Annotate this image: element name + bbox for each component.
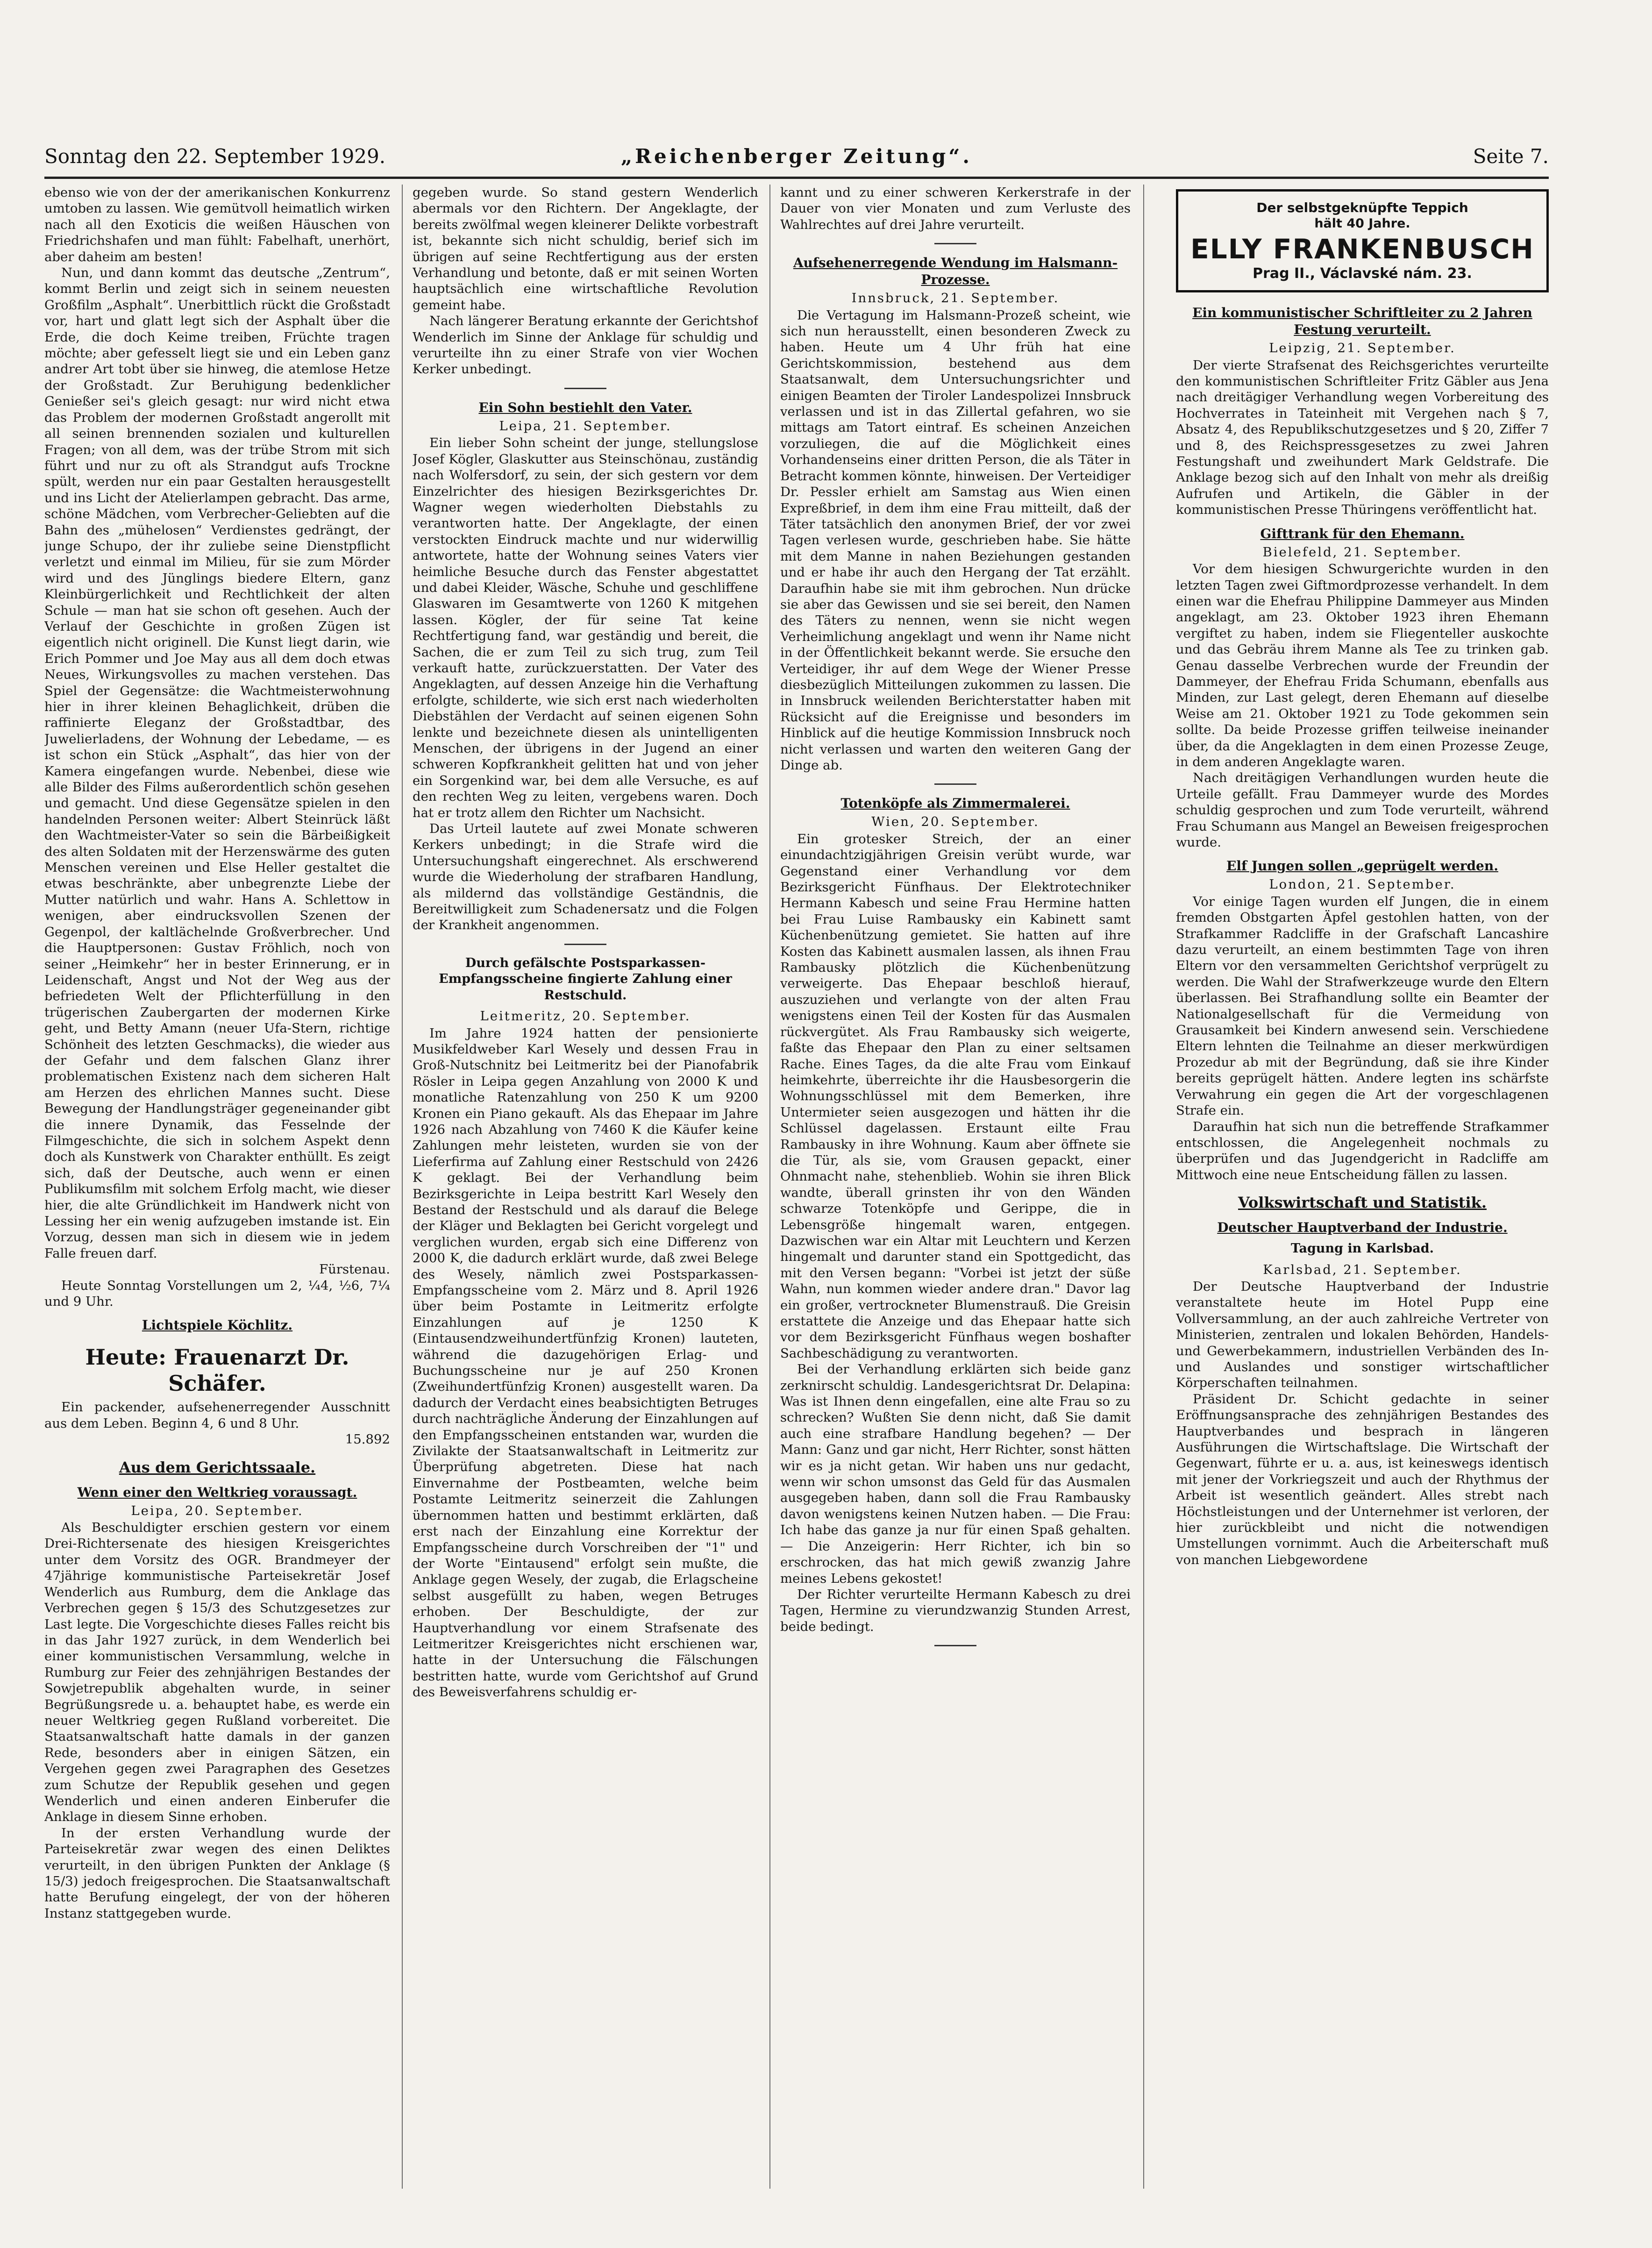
dateline: Innsbruck, 21. September. — [851, 291, 1060, 306]
article-paragraph: Nach längerer Beratung erkannte der Gerichtshof Wenderlich im Sinne der Anklage für schuldig und verurteilte ihn zu einer Strafe von vier Wochen Kerker unbedingt. — [413, 313, 758, 377]
article-divider — [934, 783, 976, 785]
article-paragraph: Als Beschuldigter erschien gestern vor einem Drei-Richtersenate des hiesigen Kreisgerichtes unter dem Vorsitz des OGR. Brandmeyer der 47jährige kommunistische Parteisekretär Josef Wenderlich aus Rumburg, dem die Anklage das Verbrechen gegen § 15/3 des Schutzgesetzes zur Last legte. Die Vorgeschichte dieses Falles reicht bis in das Jahr 1927 zurück, in dem Wenderlich bei einer kommunistischen Versammlung, welche in Rumburg zur Feier des zehnjährigen Bestandes der Sowjetrepublik abgehalten wurde, in seiner Begrüßungsrede u. a. behauptet habe, es werde ein neuer Weltkrieg gegen Rußland vorbereitet. Die Staatsanwaltschaft hatte damals in der ganzen Rede, besonders aber in einigen Sätzen, ein Vergehen gegen zwei Paragraphen des Gesetzes zum Schutze der Republik gesehen und gegen Wenderlich und einen anderen Einberufer die Anklage in diesem Sinne erhoben. — [44, 1520, 390, 1825]
article-divider — [564, 388, 606, 389]
ad-line: Der selbstgeknüpfte Teppich — [1256, 200, 1468, 215]
cinema-ad-number: 15.892 — [345, 1432, 390, 1447]
article-paragraph: kannt und zu einer schweren Kerkerstrafe in der Dauer von vier Monaten und zum Verluste des Wahlrechtes auf drei Jahre verurteilt. — [780, 185, 1131, 232]
article-divider — [934, 1645, 976, 1646]
screening-times: Heute Sonntag Vorstellungen um 2, ¼4, ½6, 7¼ und 9 Uhr. — [44, 1278, 390, 1309]
article-paragraph: Präsident Dr. Schicht gedachte in seiner Eröffnungsansprache des zehnjährigen Bestandes des Hauptverbandes und besprach in längeren Ausführungen die Wirtschaftslage. Die Wirtschaft der Gegenwart, führte er u. a. aus, ist keineswegs identisch mit jener der Vorkriegszeit und auch der Rhythmus der Arbeit ist wesentlich geändert. Alles strebt nach Höchstleistungen und der Unternehmer ist verloren, der hier zurückbleibt und nicht die notwendigen Umstellungen vornimmt. Auch die Arbeiterschaft muß von manchen Liebgewordene — [1176, 1391, 1549, 1567]
article-headline: Elf Jungen sollen „geprügelt werden. — [1226, 858, 1498, 874]
article-paragraph: Daraufhin hat sich nun die betreffende Strafkammer entschlossen, die Angelegenheit nochmals zu überprüfen und das Jugendgericht in Radcliffe am Mittwoch eine neue Entscheidung fällen zu lassen. — [1176, 1119, 1549, 1182]
dateline: Wien, 20. September. — [871, 814, 1040, 830]
article-subheadline: Tagung in Karlsbad. — [1290, 1241, 1434, 1256]
dateline: Bielefeld, 21. September. — [1262, 544, 1462, 560]
dateline: Karlsbad, 21. September. — [1263, 1262, 1462, 1277]
column-3 — [780, 185, 1131, 2189]
article-headline: Wenn einer den Weltkrieg voraussagt. — [77, 1484, 357, 1500]
article-paragraph: Der Deutsche Hauptverband der Industrie veranstaltete heute im Hotel Pupp eine Vollversammlung, an der auch zahlreiche Vertreter von Ministerien, zentralen und lokalen Behörden, Handels- und Gewerbekammern, industriellen Verbänden des In- und Auslandes und sonstiger wirtschaftlicher Körperschaften teilnahmen. — [1176, 1279, 1549, 1391]
article-headline: Gifttrank für den Ehemann. — [1260, 526, 1465, 541]
article-paragraph: In der ersten Verhandlung wurde der Parteisekretär zwar wegen des einen Deliktes verurteilt, in den übrigen Punkten der Anklage (§ 15/3) jedoch freigesprochen. Die Staatsanwaltschaft hatte Berufung eingelegt, der von der höheren Instanz stattgegeben wurde. — [44, 1825, 390, 1921]
dateline: Leipa, 21. September. — [499, 418, 672, 434]
film-review-continued: ebenso wie von der der amerikanischen Konkurrenz umtoben zu lassen. Wie gemütvoll heimatlich wirken nach all den Exoticis die weißen Häuschen von Friedrichshafen und man fühlt: Fabelhaft, unerhört, aber daheim am besten! — [44, 185, 390, 264]
article-headline: Deutscher Hauptverband der Industrie. — [1217, 1220, 1508, 1236]
article-divider — [934, 243, 976, 244]
article-paragraph: Die Vertagung im Halsmann-Prozeß scheint, wie sich nun herausstellt, einen besonderen Zweck zu haben. Heute um 4 Uhr früh hat eine Gerichtskommission, bestehend aus dem Staatsanwalt, dem Untersuchungsrichter und einigen Beamten der Tiroler Landespolizei Innsbruck verlassen und ist in das Zillertal gefahren, wo sie mittags am Tatort eintraf. Es scheinen Anzeichen vorzuliegen, die auf die Möglichkeit eines Vorhandenseins einer dritten Person, die als Täter in Betracht kommen könnte, hinweisen. Der Verteidiger Dr. Pessler erhielt am Samstag aus Wien einen Expreßbrief, in dem ihm eine Frau mitteilt, daß der Täter tatsächlich den anonymen Brief, der vor zwei Tagen verlesen wurde, geschrieben habe. Sie hätte mit dem Manne in nahen Beziehungen gestanden und er habe ihr auch den Hergang der Tat erzählt. Daraufhin habe sie mit ihm gebrochen. Nun drücke sie aber das Gewissen und sie sei bereit, den Namen des Täters zu nennen, wenn sie nicht wegen Verheimlichung angeklagt und wenn ihr Name nicht in der Öffentlichkeit bekannt werde. Sie ersuche den Verteidiger, ihr auf dem Wege der Wiener Presse diesbezüglich Mitteilungen zukommen zu lassen. Die in Innsbruck weilenden Berichterstatter haben mit Rücksicht auf die Ereignisse und besonders im Hinblick auf die heutige Kommission Innsbruck noch nicht verlassen und warten den weiteren Gang der Dinge ab. — [780, 307, 1131, 773]
ad-address: Prag II., Václavské nám. 23. — [1253, 265, 1472, 282]
article-paragraph: Im Jahre 1924 hatten der pensionierte Musikfeldweber Karl Wesely und dessen Frau in Groß-Nutschnitz bei Leitmeritz bei der Pianofabrik Rösler in Leipa gegen Anzahlung von 2000 K und monatliche Ratenzahlung von 250 K um 9200 Kronen ein Piano gekauft. Als das Ehepaar im Jahre 1926 nach Abzahlung von 7460 K die Käufer keine Zahlungen mehr leisteten, wurden sie von der Lieferfirma auf Zahlung einer Restschuld von 2426 K geklagt. Bei der Verhandlung beim Bezirksgerichte in Leipa bestritt Karl Wesely den Bestand der Restschuld und als darauf die Belege der Kläger und Beklagten bei Gericht vorgelegt und verglichen wurden, ergab sich eine Differenz von 2000 K, die dadurch erklärt wurde, daß zwei Belege des Wesely, nämlich zwei Postsparkassen-Empfangsscheine vom 2. März und 8. April 1926 über beim Postamte in Leitmeritz erfolgte Einzahlungen auf je 1250 K (Eintausendzweihundertfünfzig Kronen) lauteten, während die dazugehörigen Erlag- und Buchungsscheine nur je auf 250 Kronen (Zweihundertfünfzig Kronen) ausgestellt waren. Da dadurch der Verdacht eines beabsichtigten Betruges durch nachträgliche Änderung der Einzahlungen auf den Empfangsscheinen entstanden war, wurden die Zivilakte der Staatsanwaltschaft in Leitmeritz zur Überprüfung abgetreten. Diese hat nach Einvernahme der Postbeamten, welche beim Postamte Leitmeritz seinerzeit die Zahlungen übernommen hatten und bestimmt erklärten, daß erst nach der Einzahlung eine Korrektur der Empfangsscheine durch Vorschreiben der "1" und der Worte "Eintausend" erfolgt sein mußte, die Anklage gegen Wesely, der zugab, die Erlagscheine selbst ausgefüllt zu haben, wegen Betruges erhoben. Der Beschuldigte, der zur Hauptverhandlung vor einem Strafsenate des Leitmeritzer Kreisgerichtes nicht erschienen war, hatte in der Untersuchung die Fälschungen bestritten hatte, wurde vom Gerichtshof auf Grund des Beweisverfahrens schuldig er- — [413, 1025, 758, 1700]
article-paragraph: gegeben wurde. So stand gestern Wenderlich abermals vor den Richtern. Der Angeklagte, der bereits zwölfmal wegen kleinerer Delikte vorbestraft ist, bekannte sich nicht schuldig, berief sich im übrigen auf seine Rechtfertigung aus der ersten Verhandlung und betonte, daß er mit seinen Worten hauptsächlich eine wirtschaftliche Revolution gemeint habe. — [413, 185, 758, 313]
article-paragraph: Der vierte Strafsenat des Reichsgerichtes verurteilte den kommunistischen Schriftleiter Fritz Gäbler aus Jena nach dreitägiger Verhandlung wegen Vorbereitung des Hochverrates in Tateinheit mit Vergehen nach § 7, Absatz 4, des Republikschutzgesetzes und § 20, Ziffer 7 und 8, des Reichspressgesetzes zu zwei Jahren Festungshaft und zweihundert Mark Geldstrafe. Die Anklage bezog sich auf den Inhalt von mehr als dreißig Aufrufen und Artikeln, die Gäbler in der kommunistischen Presse Thüringens veröffentlicht hat. — [1176, 357, 1549, 518]
ad-line: hält 40 Jahre. — [1314, 216, 1410, 231]
article-paragraph: Ein lieber Sohn scheint der junge, stellungslose Josef Kögler, Glaskutter aus Steinschönau, zuständig nach Wolfersdorf, zu sein, der sich gestern vor dem Einzelrichter des hiesigen Bezirksgerichtes Dr. Wagner wegen wiederholten Diebstahls zu verantworten hatte. Der Angeklagte, der einen verstockten Eindruck machte und nur widerwillig antwortete, hatte der Wohnung seines Vaters vier heimliche Besuche durch das Fenster abgestattet und dabei Kleider, Wäsche, Schuhe und geschliffene Glaswaren im Gesamtwerte von 1260 K mitgehen lassen. Kögler, der für seine Tat keine Rechtfertigung fand, war geständig und bereit, die Sachen, die er zum Teil zu sich trug, zum Teil verkauft hatte, zurückzuerstatten. Der Vater des Angeklagten, auf dessen Anzeige hin die Verhaftung erfolgte, schilderte, wie sich erst nach wiederholten Diebstählen der Verdacht auf seinen eigenen Sohn lenkte und bezeichnete diesen als unintelligenten Menschen, der übrigens in der Jugend an einer schweren Kopfkrankheit gelitten hat und von jeher ein Sorgenkind war, bei dem alle Versuche, es auf den rechten Weg zu leiten, vergebens waren. Doch hat er trotz allem den Richter um Nachsicht. — [413, 435, 758, 820]
film-review-asphalt: Nun, und dann kommt das deutsche „Zentrum“, kommt Berlin und zeigt sich in seinem neuesten Großfilm „Asphalt“. Unerbittlich rückt die Großstadt vor, hart und glatt legt sich der Asphalt über die Erde, die doch Keime treiben, Früchte tragen möchte; aber gefesselt liegt sie und ein Leben ganz andrer Art tobt über sie hinweg, die atemlose Hetze der Großstadt. Zur Beruhigung bedenklicher Genießer sei's gleich gesagt: nur wird nicht etwa das Problem der modernen Großstadt angerollt mit all seinen brennenden sozialen und kulturellen Fragen; von all dem, was der trübe Strom mit sich führt und nur zu oft als Strandgut aufs Trockne spült, werden nur ein paar Gestalten herausgestellt und ins Licht der Atelierlampen gebracht. Das arme, schöne Mädchen, vom Verbrecher-Geliebten auf die Bahn des „mühelosen“ Verdienstes gedrängt, der junge Schupo, der ihr zuliebe seine Dienstpflicht verletzt und einmal im Milieu, für sie zum Mörder wird und des Jünglings biedere Eltern, ganz Kleinbürgerlichkeit und Rechtlichkeit der alten Schule — man hat sie schon oft gesehen. Auch der Verlauf der Geschichte in großen Zügen ist eigentlich nicht originell. Die Kunst liegt darin, wie Erich Pommer und Joe May aus all dem doch etwas Neues, Wirkungsvolles zu machen verstehen. Das Spiel der Gegensätze: die Wachtmeisterwohnung hier in ihrer kleinen Behaglichkeit, drüben die raffinierte Eleganz der Großstadtbar, des Juwelierladens, der Wohnung der Lebedame, — es ist schon ein Stück „Asphalt“, das hier von der Kamera eingefangen wurde. Nebenbei, diese wie alle Bilder des Films außerordentlich schön gesehen und gemacht. Und diese Gegensätze spielen in den handelnden Personen weiter: Albert Steinrück läßt den Wachtmeister-Vater so sein die Bärbeißigkeit des alten Soldaten mit der Herzenswärme des guten Menschen vereinen und Else Heller gestaltet die etwas beschränkte, aber unbegrenzte Liebe der Mutter natürlich und wahr. Hans A. Schlettow in wenigen, aber eindrucksvollen Szenen der Gegenpol, der kaltlächelnde Großverbrecher. Und die Hauptpersonen: Gustav Fröhlich, noch von seiner „Heimkehr“ her in bester Erinnerung, er in Leidenschaft, Angst und Not der Weg aus der befriedeten Welt der Pflichterfüllung in den trügerischen Zaubergarten der modernen Kirke geht, und Betty Amann (neuer Ufa-Stern, richtige Schönheit des letzten Geschmacks), die wieder aus der Gefahr und dem falschen Glanz ihrer problematischen Existenz nach dem sicheren Halt am Herzen des ehrlichen Mannes sucht. Diese Bewegung der Handlungsträger gegeneinander gibt die innere Dynamik, das Fesselnde der Filmgeschichte, die sich in solchem Aspekt denn doch als Kunstwerk von Charakter enthüllt. Es zeigt sich, daß der Deutsche, auch wenn er einen Publikumsfilm mit solchem Erfolg macht, wie dieser hier, die alte Gründlichkeit im Handwerk nicht von Lessing her ein wenig aufzugeben imstande ist. Ein Vorzug, dessen man sich in diesem wie in jedem Falle freuen darf. — [44, 265, 390, 1261]
article-headline: Durch gefälschte Postsparkassen-Empfangsscheine fingierte Zahlung einer Restschuld. — [439, 955, 732, 1003]
masthead-rule — [44, 177, 1549, 179]
article-headline: Ein kommunistischer Schriftleiter zu 2 Jahren Festung verurteilt. — [1192, 305, 1532, 338]
article-headline: Ein Sohn bestiehlt den Vater. — [478, 399, 692, 415]
article-paragraph: Ein grotesker Streich, der an einer einundachtzigjährigen Greisin verübt wurde, war Gegenstand einer Verhandlung vor dem Bezirksgericht Fünfhaus. Der Elektrotechniker Hermann Kabesch und seine Frau Hermine hatten bei Frau Luise Rambausky ein Kabinett samt Küchenbenützung gemietet. Sie hatten auf ihre Kosten das Kabinett ausmalen lassen, als ihnen Frau Rambausky plötzlich die Küchenbenützung verweigerte. Das Ehepaar beschloß hierauf, auszuziehen und verlangte von der alten Frau wenigstens einen Teil der Kosten für das Ausmalen rückvergütet. Als Frau Rambausky sich weigerte, faßte das Ehepaar den Plan zu einer seltsamen Rache. Eines Tages, da die alte Frau vom Einkauf heimkehrte, überreichte ihr die Hausbesorgerin die Wohnungsschlüssel mit dem Bemerken, ihre Untermieter seien ausgezogen und hätten ihr die Schlüssel dagelassen. Erstaunt eilte Frau Rambausky in ihre Wohnung. Kaum aber öffnete sie die Tür, als sie, vom Grausen gepackt, einer Ohnmacht nahe, stehenblieb. Wohin sie ihren Blick wandte, überall grinsten ihr von den Wänden schwarze Totenköpfe und Gerippe, die in Lebensgröße hingemalt waren, entgegen. Dazwischen war ein Altar mit Leuchtern und Kerzen hingemalt und darunter stand ein Spottgedicht, das mit den Versen begann: "Vorbei ist jetzt der süße Wahn, nun kommen wieder andere dran." Davor lag ein großer, vertrockneter Blumenstrauß. Die Greisin erstattete die Anzeige und das Ehepaar hatte sich vor dem Bezirksgericht Fünfhaus wegen boshafter Sachbeschädigung zu verantworten. — [780, 831, 1131, 1361]
paper-title: „Reichenberger Zeitung“. — [620, 145, 973, 168]
cinema-description: Ein packender, aufsehenerregender Ausschnitt aus dem Leben. Beginn 4, 6 und 8 Uhr. — [44, 1400, 390, 1431]
cinema-film-title: Heute: Frauenarzt Dr. Schäfer. — [85, 1345, 349, 1396]
carpet-advertisement — [1176, 189, 1549, 292]
economy-section-heading: Volkswirtschaft und Statistik. — [1238, 1194, 1487, 1212]
dateline: Leipa, 20. September. — [131, 1503, 304, 1518]
article-paragraph: Der Richter verurteilte Hermann Kabesch zu drei Tagen, Hermine zu vierundzwanzig Stunden Arrest, beide bedingt. — [780, 1586, 1131, 1634]
article-paragraph: Das Urteil lautete auf zwei Monate schweren Kerkers unbedingt; in die Strafe wird die Untersuchungshaft eingerechnet. Als erschwerend wurde die Wiederholung der strafbaren Handlung, als mildernd das vollständige Geständnis, die Bereitwilligkeit zum Schadenersatz und die Folgen der Krankheit angenommen. — [413, 821, 758, 933]
ad-brand-name: ELLY FRANKENBUSCH — [1190, 233, 1534, 265]
newspaper-page — [44, 140, 1549, 2196]
article-paragraph: Nach dreitägigen Verhandlungen wurden heute die Urteile gefällt. Frau Dammeyer wurde des Mordes schuldig gesprochen und zum Tode verurteilt, während Frau Schumann aus Mangel an Beweisen freigesprochen wurde. — [1176, 770, 1549, 850]
review-signature: Fürstenau. — [319, 1262, 390, 1277]
masthead — [44, 140, 1549, 173]
article-paragraph: Vor einige Tagen wurden elf Jungen, die in einem fremden Obstgarten Äpfel gestohlen hatten, von der Strafkammer Radcliffe in der Grafschaft Lancashire dazu verurteilt, an einem bestimmten Tage von ihren Eltern vor den versammelten Gerichtshof verprügelt zu werden. Die Wahl der Strafwerkzeuge wurde den Eltern überlassen. Bei Strafhandlung sollte ein Beamter der Nationalgesellschaft für die Vermeidung von Grausamkeit bei Kindern anwesend sein. Verschiedene Eltern lehnten die Teilnahme an dieser merkwürdigen Prozedur ab mit der Begründung, daß sie ihre Kinder bereits geprügelt hätten. Andere legten ins schärfste Verwahrung ein gegen die Art der vorgeschlagenen Strafe ein. — [1176, 894, 1549, 1118]
article-divider — [564, 944, 606, 945]
dateline: London, 21. September. — [1269, 877, 1456, 892]
court-section-heading: Aus dem Gerichtssaale. — [119, 1458, 316, 1476]
article-headline: Totenköpfe als Zimmermalerei. — [840, 796, 1070, 811]
column-separator — [769, 185, 770, 2189]
article-paragraph: Bei der Verhandlung erklärten sich beide ganz zerknirscht schuldig. Landesgerichtsrat Dr. Delapina: Was ist Ihnen denn eingefallen, eine alte Frau so zu schrecken? Wußten Sie denn nicht, daß Sie damit auch eine strafbare Handlung begehen? — Der Mann: Ganz und gar nicht, Herr Richter, sonst hätten wir es ja nicht getan. Wir haben uns nur gedacht, wenn wir schon umsonst das Geld für das Ausmalen ausgegeben haben, dann soll die Frau Rambausky davon wenigstens keinen Nutzen haben. — Die Frau: Ich habe das ganze ja nur für einen Spaß gehalten. — Die Anzeigerin: Herr Richter, ich bin so erschrocken, das hat mich gewiß zwanzig Jahre meines Lebens gekostet! — [780, 1362, 1131, 1586]
article-headline: Aufsehenerregende Wendung im Halsmann-Prozesse. — [793, 255, 1118, 288]
column-separator — [402, 185, 403, 2189]
column-separator — [1143, 185, 1144, 2189]
issue-date: Sonntag den 22. September 1929. — [44, 145, 386, 168]
cinema-heading: Lichtspiele Köchlitz. — [142, 1317, 293, 1333]
column-4 — [1176, 185, 1549, 2189]
column-2 — [413, 185, 758, 2189]
column-1 — [44, 185, 390, 2189]
page-number: Seite 7. — [1473, 145, 1549, 168]
article-paragraph: Vor dem hiesigen Schwurgerichte wurden in den letzten Tagen zwei Giftmordprozesse verhandelt. In dem einen war die Ehefrau Philippine Dammeyer aus Minden angeklagt, am 23. Oktober 1923 ihren Ehemann vergiftet zu haben, indem sie Fliegenteller auskochte und das Gebräu ihrem Manne als Tee zu trinken gab. Genau dasselbe Verbrechen wurde der Freundin der Dammeyer, der Ehefrau Frida Schumann, ebenfalls aus Minden, zur Last gelegt, deren Ehemann auf dieselbe Weise am 21. Oktober 1921 zu Tode gekommen sein sollte. Da beide Prozesse griffen teilweise ineinander über, da die Angeklagten in dem einen Prozesse Zeuge, in dem anderen Angeklagte waren. — [1176, 562, 1549, 769]
dateline: Leipzig, 21. September. — [1269, 341, 1456, 356]
dateline: Leitmeritz, 20. September. — [480, 1009, 691, 1024]
